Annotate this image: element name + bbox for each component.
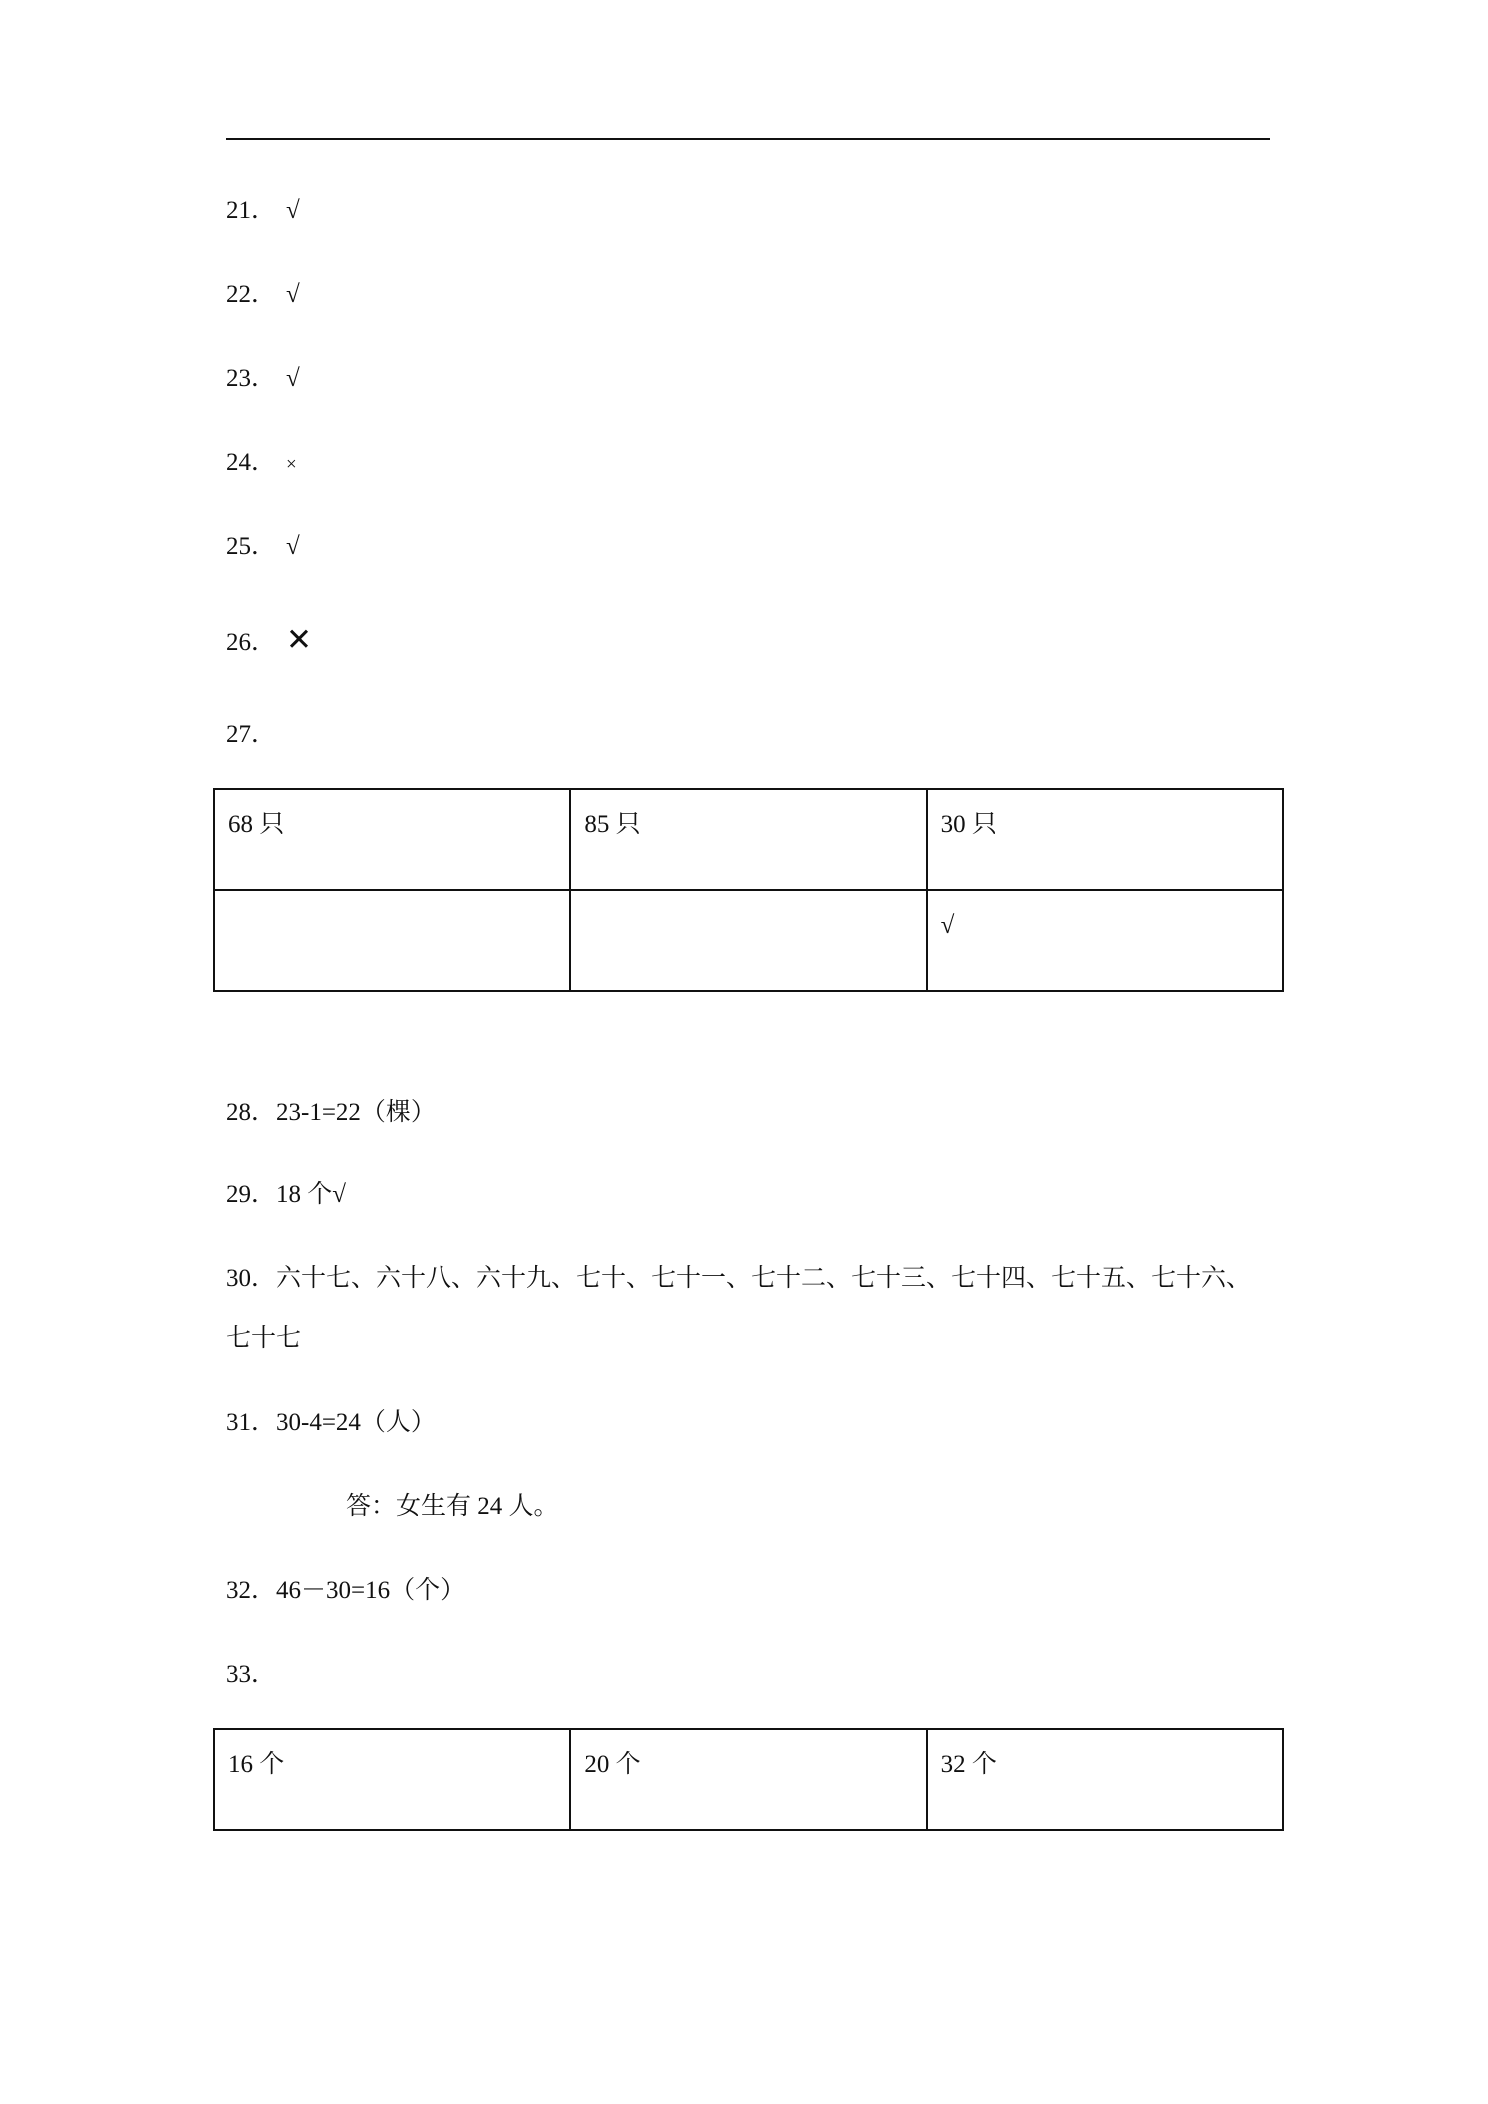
answer-30-line-2: 七十七: [226, 1325, 302, 1352]
answer-32: 32．46－30=16（个）: [226, 1577, 466, 1604]
answer-22: [226, 280, 300, 310]
table-cell: 20 个: [570, 1729, 926, 1830]
question-number: 33．: [226, 1661, 277, 1688]
answer-29: 29．18 个√: [226, 1181, 346, 1208]
question-number: 27．: [226, 721, 277, 748]
table-row: [214, 1729, 1283, 1830]
cross-mark: ✕: [286, 622, 312, 657]
answer-31-reply: 答：女生有 24 人。: [346, 1493, 559, 1520]
table-cell: 30 只: [927, 789, 1283, 890]
check-mark: √: [286, 533, 300, 560]
question-number: 21．: [226, 197, 277, 224]
question-number: 26．: [226, 629, 277, 656]
answer-27: [226, 720, 276, 750]
question-number: 23．: [226, 365, 277, 392]
answer-33: [226, 1660, 276, 1690]
table-cell: 68 只: [214, 789, 570, 890]
question-number: 24．: [226, 449, 277, 476]
answer-25: [226, 532, 300, 562]
answer-33-table: [213, 1728, 1284, 1831]
answer-30-line-1: 30．六十七、六十八、六十九、七十、七十一、七十二、七十三、七十四、七十五、七十六、: [226, 1265, 1252, 1292]
check-mark: √: [286, 365, 300, 392]
table-row: [214, 890, 1283, 991]
table-cell: 85 只: [570, 789, 926, 890]
table-row: [214, 789, 1283, 890]
table-cell: [570, 890, 926, 991]
answer-26: [226, 622, 312, 658]
question-number: 25．: [226, 533, 277, 560]
table-cell: 32 个: [927, 1729, 1283, 1830]
header-rule: [226, 138, 1270, 140]
answer-28: 28．23-1=22（棵）: [226, 1099, 436, 1126]
check-mark: √: [286, 197, 300, 224]
answer-27-table: [213, 788, 1284, 992]
question-number: 22．: [226, 281, 277, 308]
answer-24: [226, 448, 297, 480]
answer-21: [226, 196, 300, 226]
table-cell: [214, 890, 570, 991]
table-cell: 16 个: [214, 1729, 570, 1830]
answer-31: 31．30-4=24（人）: [226, 1409, 436, 1436]
answer-23: [226, 364, 300, 394]
cross-mark: ×: [286, 454, 297, 475]
check-mark: √: [286, 281, 300, 308]
table-cell: √: [927, 890, 1283, 991]
